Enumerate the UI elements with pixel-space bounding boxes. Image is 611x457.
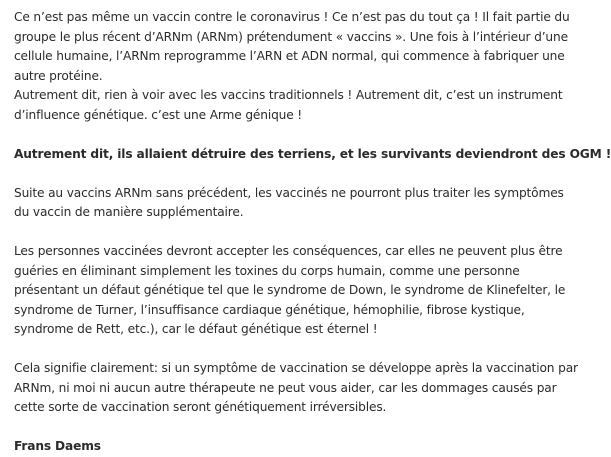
text-line: présentant un défaut génétique tel que le syndrome de Down, le syndrome de Klinefelter, le bbox=[14, 283, 566, 297]
text-line: cellule humaine, l’ARNm reprogramme l’ARN et ADN normal, qui commence à fabriquer une bbox=[14, 49, 565, 63]
paragraph-treatment bbox=[14, 184, 564, 223]
text-line: autre protéine. bbox=[14, 68, 103, 83]
text-line: Cela signifie clairement: si un symptôme de vaccination se développe après la vaccination par bbox=[14, 361, 578, 375]
text-line: Ce n’est pas même un vaccin contre le coronavirus ! Ce n’est pas du tout ça ! Il fait partie du bbox=[14, 10, 570, 24]
text-line: cette sorte de vaccination seront génétiquement irréversibles. bbox=[14, 400, 387, 414]
text-line: Suite au vaccins ARNm sans précédent, les vaccinés ne pourront plus traiter les symptômes bbox=[14, 185, 564, 200]
paragraph-bold-statement bbox=[14, 145, 611, 165]
paragraph-consequences bbox=[14, 242, 566, 340]
text-line: syndrome de Rett, etc.), car le défaut génétique est éternel ! bbox=[14, 322, 378, 336]
paragraph-intro bbox=[14, 8, 570, 125]
text-line: Autrement dit, rien à voir avec les vaccins traditionnels ! Autrement dit, c’est un instrument bbox=[14, 88, 563, 102]
text-line: d’influence génétique. c’est une Arme génique ! bbox=[14, 107, 303, 122]
text-line: syndrome de Turner, l’insuffisance cardiaque génétique, hémophilie, fibrose kystique, bbox=[14, 302, 525, 317]
paragraph-conclusion bbox=[14, 359, 578, 418]
text-line: guéries en éliminant simplement les toxines du corps humain, comme une personne bbox=[14, 263, 520, 278]
text-line: du vaccin de manière supplémentaire. bbox=[14, 205, 244, 219]
text-line: Autrement dit, ils allaient détruire des terriens, et les survivants deviendront des OGM ! bbox=[14, 146, 611, 161]
text-line: ARNm, ni moi ni aucun autre thérapeute ne peut vous aider, car les dommages causés par bbox=[14, 380, 557, 395]
text-line: Les personnes vaccinées devront accepter les conséquences, car elles ne peuvent plus être bbox=[14, 244, 563, 258]
text-line: groupe le plus récent d’ARNm (ARNm) prétendument « vaccins ». Une fois à l’intérieur d’une bbox=[14, 29, 568, 44]
author-signature bbox=[14, 437, 540, 457]
author-name: Frans Daems bbox=[14, 439, 101, 453]
